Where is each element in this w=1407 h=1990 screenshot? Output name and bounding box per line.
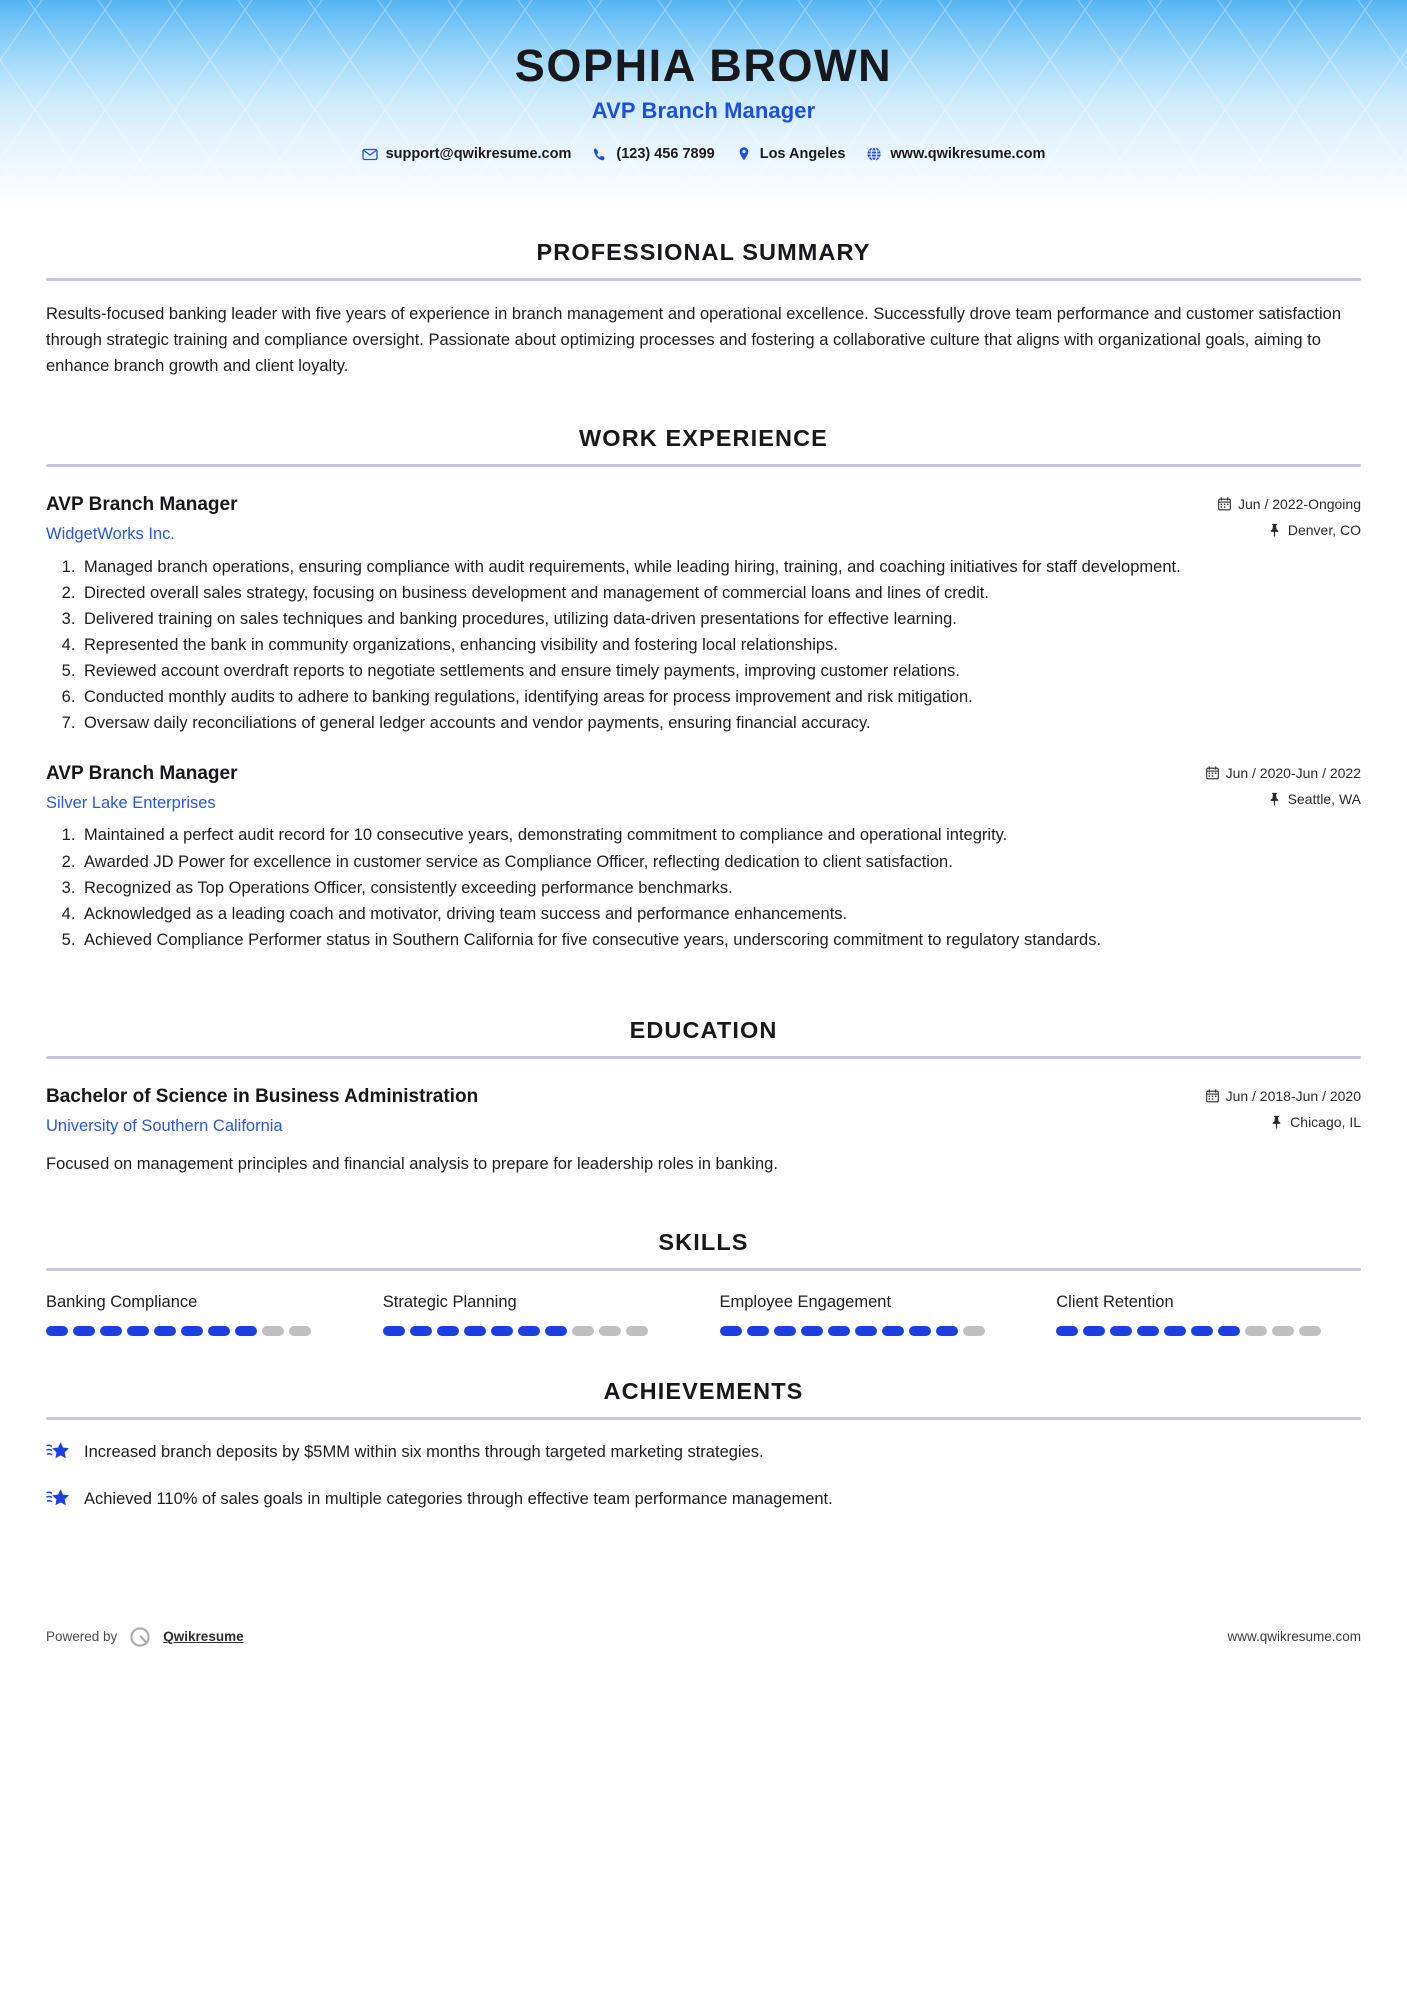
skill-level-segment [774, 1326, 796, 1336]
entry-meta-text: Denver, CO [1287, 522, 1361, 539]
skill-level-segment [100, 1326, 122, 1336]
entry-meta-line [1206, 791, 1361, 807]
skill-level-segment [127, 1326, 149, 1336]
achievement-item [46, 1487, 1361, 1512]
education-entry [46, 1085, 1361, 1177]
skill-level-bar [383, 1326, 688, 1336]
section-education [46, 1017, 1361, 1177]
map-pin-icon [1270, 1115, 1283, 1129]
skill-level-segment [1245, 1326, 1267, 1336]
skill-level-segment [262, 1326, 284, 1336]
skill-level-bar [46, 1326, 351, 1336]
skill-level-segment [1272, 1326, 1294, 1336]
education-entries-container [46, 1085, 1361, 1177]
skill-name: Client Retention [1056, 1293, 1174, 1312]
entry-description: Focused on management principles and financial analysis to prepare for leadership roles in banking. [46, 1155, 778, 1174]
entry-meta-text: Jun / 2018-Jun / 2020 [1225, 1087, 1361, 1104]
calendar-icon [1206, 1089, 1219, 1103]
work-entry [46, 493, 1361, 736]
skill-level-segment [181, 1326, 203, 1336]
section-title-work: WORK EXPERIENCE [579, 425, 828, 452]
entry-right [1206, 1085, 1361, 1130]
entry-bullet: 1. Maintained a perfect audit record for 10 consecutive years, demonstrating commitment to compliance and operational integrity. [80, 823, 1361, 848]
skill-level-bar [720, 1326, 1025, 1336]
entry-left [46, 762, 1206, 813]
entry-bullet: 1. Managed branch operations, ensuring compliance with audit requirements, while leading hiring, training, and coaching initiatives for staff development. [80, 555, 1361, 580]
entry-left [46, 493, 1218, 544]
entry-company-name[interactable]: Silver Lake Enterprises [46, 793, 216, 812]
entry-meta-line [1206, 1114, 1361, 1130]
skill-level-segment [909, 1326, 931, 1336]
skill-level-segment [545, 1326, 567, 1336]
achievements-list [46, 1440, 1361, 1512]
work-entries-container [46, 493, 1361, 953]
shooting-star-icon [46, 1488, 70, 1510]
skill-name: Banking Compliance [46, 1293, 198, 1312]
entry-bullet: 4. Acknowledged as a leading coach and motivator, driving team success and performance enhancements. [80, 902, 1361, 927]
shooting-star-icon [46, 1441, 70, 1463]
job-role-subtitle: AVP Branch Manager [591, 97, 816, 123]
skill-name: Employee Engagement [719, 1293, 892, 1312]
contact-website[interactable] [860, 146, 1051, 162]
skills-grid [46, 1293, 1361, 1336]
skill-level-segment [1137, 1326, 1159, 1336]
achievement-item [46, 1440, 1361, 1465]
entry-meta-line [1218, 522, 1361, 538]
skill-level-segment [1056, 1326, 1078, 1336]
entry-right [1218, 493, 1361, 538]
entry-bullet: 7. Oversaw daily reconciliations of general ledger accounts and vendor payments, ensuring financial accuracy. [80, 711, 1361, 736]
skill-level-bar [1056, 1326, 1361, 1336]
entry-header [46, 1085, 1361, 1136]
page-title: SOPHIA BROWN [514, 40, 893, 91]
section-title-skills: SKILLS [658, 1229, 749, 1256]
phone-icon [592, 146, 608, 162]
achievement-text: Achieved 110% of sales goals in multiple categories through effective team performance management. [84, 1490, 833, 1509]
entry-left [46, 1085, 1206, 1136]
section-divider [46, 1056, 1361, 1059]
location-pin-icon [736, 146, 752, 162]
envelope-icon [362, 146, 378, 162]
skill-level-segment [235, 1326, 257, 1336]
section-divider [46, 1417, 1361, 1420]
skill-item [1056, 1293, 1361, 1336]
skill-level-segment [801, 1326, 823, 1336]
entry-bullet: 3. Recognized as Top Operations Officer, consistently exceeding performance benchmarks. [80, 876, 1361, 901]
map-pin-icon [1268, 792, 1281, 806]
section-title-summary: PROFESSIONAL SUMMARY [536, 239, 871, 265]
map-pin-icon [1268, 523, 1281, 537]
entry-meta-line [1206, 1088, 1361, 1104]
entry-right [1206, 762, 1361, 807]
entry-meta-text: Chicago, IL [1290, 1113, 1361, 1130]
globe-icon [866, 146, 882, 162]
entry-bullet: 2. Awarded JD Power for excellence in customer service as Compliance Officer, reflecting dedication to client satisfaction. [80, 850, 1361, 875]
entry-job-title: AVP Branch Manager [46, 494, 238, 516]
contact-row [0, 146, 1407, 162]
achievement-text: Increased branch deposits by $5MM within six months through targeted marketing strategies. [84, 1443, 764, 1462]
skill-level-segment [1191, 1326, 1213, 1336]
entry-bullet: 6. Conducted monthly audits to adhere to banking regulations, identifying areas for process improvement and risk mitigation. [80, 685, 1361, 710]
skill-level-segment [1164, 1326, 1186, 1336]
entry-meta-line [1218, 496, 1361, 512]
section-divider [46, 278, 1361, 281]
section-title-education: EDUCATION [629, 1016, 778, 1043]
section-professional-summary [46, 239, 1361, 379]
entry-degree: Bachelor of Science in Business Administration [46, 1085, 479, 1107]
contact-phone[interactable] [586, 146, 720, 162]
skill-level-segment [936, 1326, 958, 1336]
skill-item [720, 1293, 1025, 1336]
entry-header [46, 762, 1361, 813]
footer-powered-by [46, 1624, 244, 1650]
resume-header [0, 0, 1407, 215]
entry-bullet-list [46, 823, 1361, 952]
skill-level-segment [572, 1326, 594, 1336]
contact-website-text: www.qwikresume.com [890, 145, 1046, 162]
footer-brand-link[interactable]: Qwikresume [163, 1629, 244, 1645]
contact-phone-text: (123) 456 7899 [616, 145, 715, 162]
contact-location-text: Los Angeles [759, 145, 846, 162]
skill-level-segment [208, 1326, 230, 1336]
skill-level-segment [410, 1326, 432, 1336]
summary-text: Results-focused banking leader with five years of experience in branch management and operational excellence. Successfully drove team performance and customer satisfaction through strategic training and compliance oversight. Passionate about optimizing processes and fostering a collaborative culture that aligns with organizational goals, aiming to enhance branch growth and client loyalty. [46, 305, 1342, 376]
skill-level-segment [491, 1326, 513, 1336]
contact-email-text: support@qwikresume.com [385, 145, 572, 162]
skill-level-segment [383, 1326, 405, 1336]
entry-bullet: 5. Achieved Compliance Performer status in Southern California for five consecutive years, underscoring commitment to regulatory standards. [80, 928, 1361, 953]
entry-header [46, 493, 1361, 544]
skill-level-segment [154, 1326, 176, 1336]
entry-school-name[interactable]: University of Southern California [46, 1116, 283, 1135]
section-work-experience [46, 425, 1361, 953]
calendar-icon [1206, 766, 1219, 780]
section-skills [46, 1229, 1361, 1336]
skill-level-segment [1299, 1326, 1321, 1336]
skill-level-segment [828, 1326, 850, 1336]
calendar-icon [1218, 497, 1231, 511]
resume-body [0, 239, 1407, 1512]
skill-level-segment [963, 1326, 985, 1336]
skill-level-segment [599, 1326, 621, 1336]
skill-level-segment [464, 1326, 486, 1336]
entry-job-title: AVP Branch Manager [46, 763, 238, 785]
entry-company-name[interactable]: WidgetWorks Inc. [46, 524, 175, 543]
entry-bullet: 3. Delivered training on sales techniques and banking procedures, utilizing data-driven presentations for effective learning. [80, 607, 1361, 632]
skill-level-segment [626, 1326, 648, 1336]
entry-bullet: 4. Represented the bank in community organizations, enhancing visibility and fostering local relationships. [80, 633, 1361, 658]
skill-level-segment [1218, 1326, 1240, 1336]
footer-powered-by-label: Powered by [46, 1629, 118, 1645]
section-divider [46, 1268, 1361, 1271]
skill-item [46, 1293, 351, 1336]
contact-email[interactable] [356, 146, 578, 162]
skill-level-segment [437, 1326, 459, 1336]
skill-level-segment [882, 1326, 904, 1336]
skill-level-segment [855, 1326, 877, 1336]
skill-level-segment [747, 1326, 769, 1336]
entry-bullet: 5. Reviewed account overdraft reports to negotiate settlements and ensure timely payments, improving customer relations. [80, 659, 1361, 684]
skill-item [383, 1293, 688, 1336]
skill-level-segment [720, 1326, 742, 1336]
skill-level-segment [1083, 1326, 1105, 1336]
entry-meta-text: Jun / 2020-Jun / 2022 [1225, 765, 1361, 782]
entry-meta-text: Jun / 2022-Ongoing [1238, 496, 1361, 513]
entry-meta-text: Seattle, WA [1287, 791, 1361, 808]
entry-bullet-list [46, 555, 1361, 737]
entry-bullet: 2. Directed overall sales strategy, focusing on business development and management of commercial loans and lines of credit. [80, 581, 1361, 606]
section-achievements [46, 1378, 1361, 1512]
footer-website: www.qwikresume.com [1227, 1629, 1361, 1645]
skill-level-segment [518, 1326, 540, 1336]
skill-level-segment [1110, 1326, 1132, 1336]
work-entry [46, 762, 1361, 953]
skill-level-segment [289, 1326, 311, 1336]
section-title-achievements: ACHIEVEMENTS [603, 1378, 804, 1405]
entry-meta-line [1206, 765, 1361, 781]
qwikresume-logo-icon [127, 1624, 153, 1650]
skill-level-segment [73, 1326, 95, 1336]
page-footer [0, 1624, 1407, 1674]
skill-name: Strategic Planning [382, 1293, 517, 1312]
contact-location[interactable] [730, 146, 852, 162]
skill-level-segment [46, 1326, 68, 1336]
section-divider [46, 464, 1361, 467]
